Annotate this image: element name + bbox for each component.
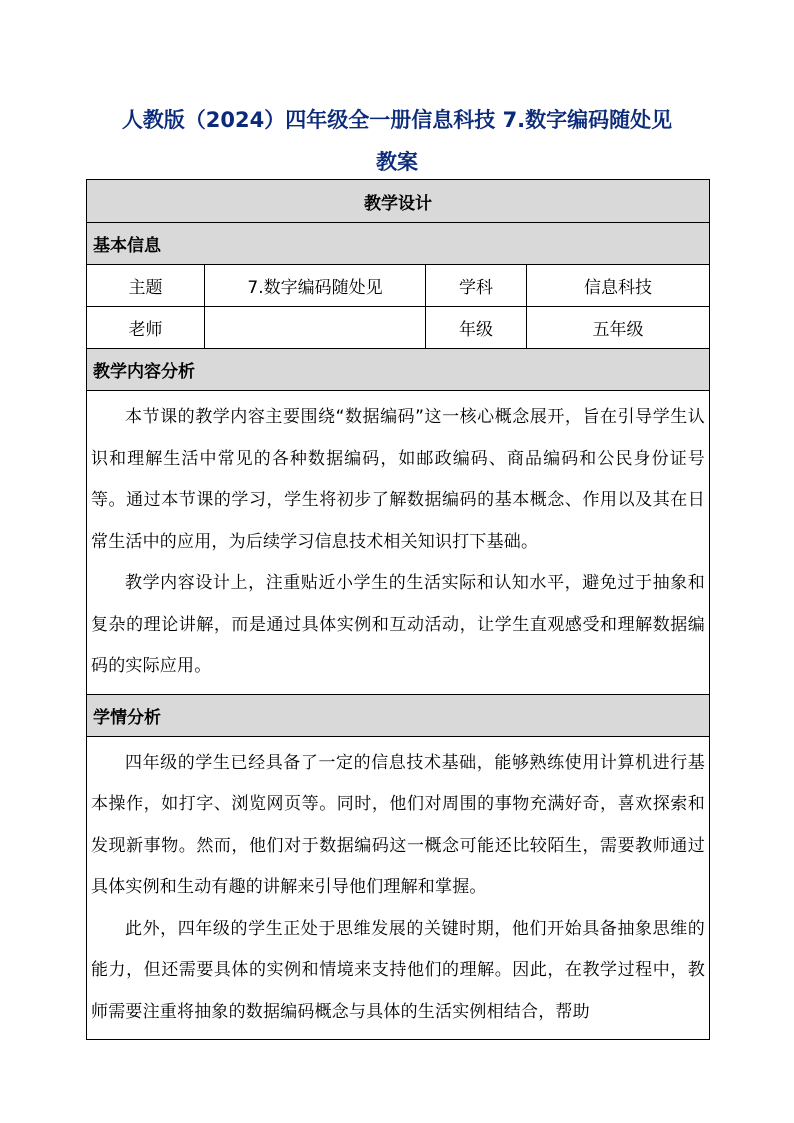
table-row — [87, 307, 710, 349]
value-teacher — [205, 307, 426, 349]
value-subject: 信息科技 — [527, 265, 710, 307]
label-teacher: 老师 — [87, 307, 205, 349]
paragraph: 此外，四年级的学生正处于思维发展的关键时期，他们开始具备抽象思维的能力，但还需要具体的实例和情境来支持他们的理解。因此，在教学过程中，教师需要注重将抽象的数据编码概念与具体的生活实例相结合，帮助 — [91, 918, 705, 1022]
value-grade: 五年级 — [527, 307, 710, 349]
paragraph: 教学内容设计上，注重贴近小学生的生活实际和认知水平，避免过于抽象和复杂的理论讲解，而是通过具体实例和互动活动，让学生直观感受和理解数据编码的实际应用。 — [91, 573, 705, 676]
student-analysis-body — [87, 736, 710, 1040]
section-heading-student-analysis: 学情分析 — [87, 694, 710, 736]
section-heading-basic-info: 基本信息 — [87, 223, 710, 265]
value-topic: 7.数字编码随处见 — [205, 265, 426, 307]
paragraph: 本节课的教学内容主要围绕“数据编码”这一核心概念展开，旨在引导学生认识和理解生活中常见的各种数据编码，如邮政编码、商品编码和公民身份证号等。通过本节课的学习，学生将初步了解数据编码的基本概念、作用以及其在日常生活中的应用，为后续学习信息技术相关知识打下基础。 — [91, 407, 705, 552]
content-analysis-body — [87, 391, 710, 695]
document-title: 人教版（2024）四年级全一册信息科技 7.数字编码随处见 — [121, 108, 673, 132]
section-heading-content-analysis: 教学内容分析 — [87, 349, 710, 391]
label-subject: 学科 — [426, 265, 527, 307]
lesson-plan-table — [86, 179, 710, 1040]
table-row — [87, 265, 710, 307]
table-header: 教学设计 — [87, 180, 710, 223]
label-grade: 年级 — [426, 307, 527, 349]
document-title-suffix: 教案 — [376, 150, 418, 174]
label-topic: 主题 — [87, 265, 205, 307]
paragraph: 四年级的学生已经具备了一定的信息技术基础，能够熟练使用计算机进行基本操作，如打字、浏览网页等。同时，他们对周围的事物充满好奇，喜欢探索和发现新事物。然而，他们对于数据编码这一概念可能还比较陌生，需要教师通过具体实例和生动有趣的讲解来引导他们理解和掌握。 — [91, 752, 705, 897]
